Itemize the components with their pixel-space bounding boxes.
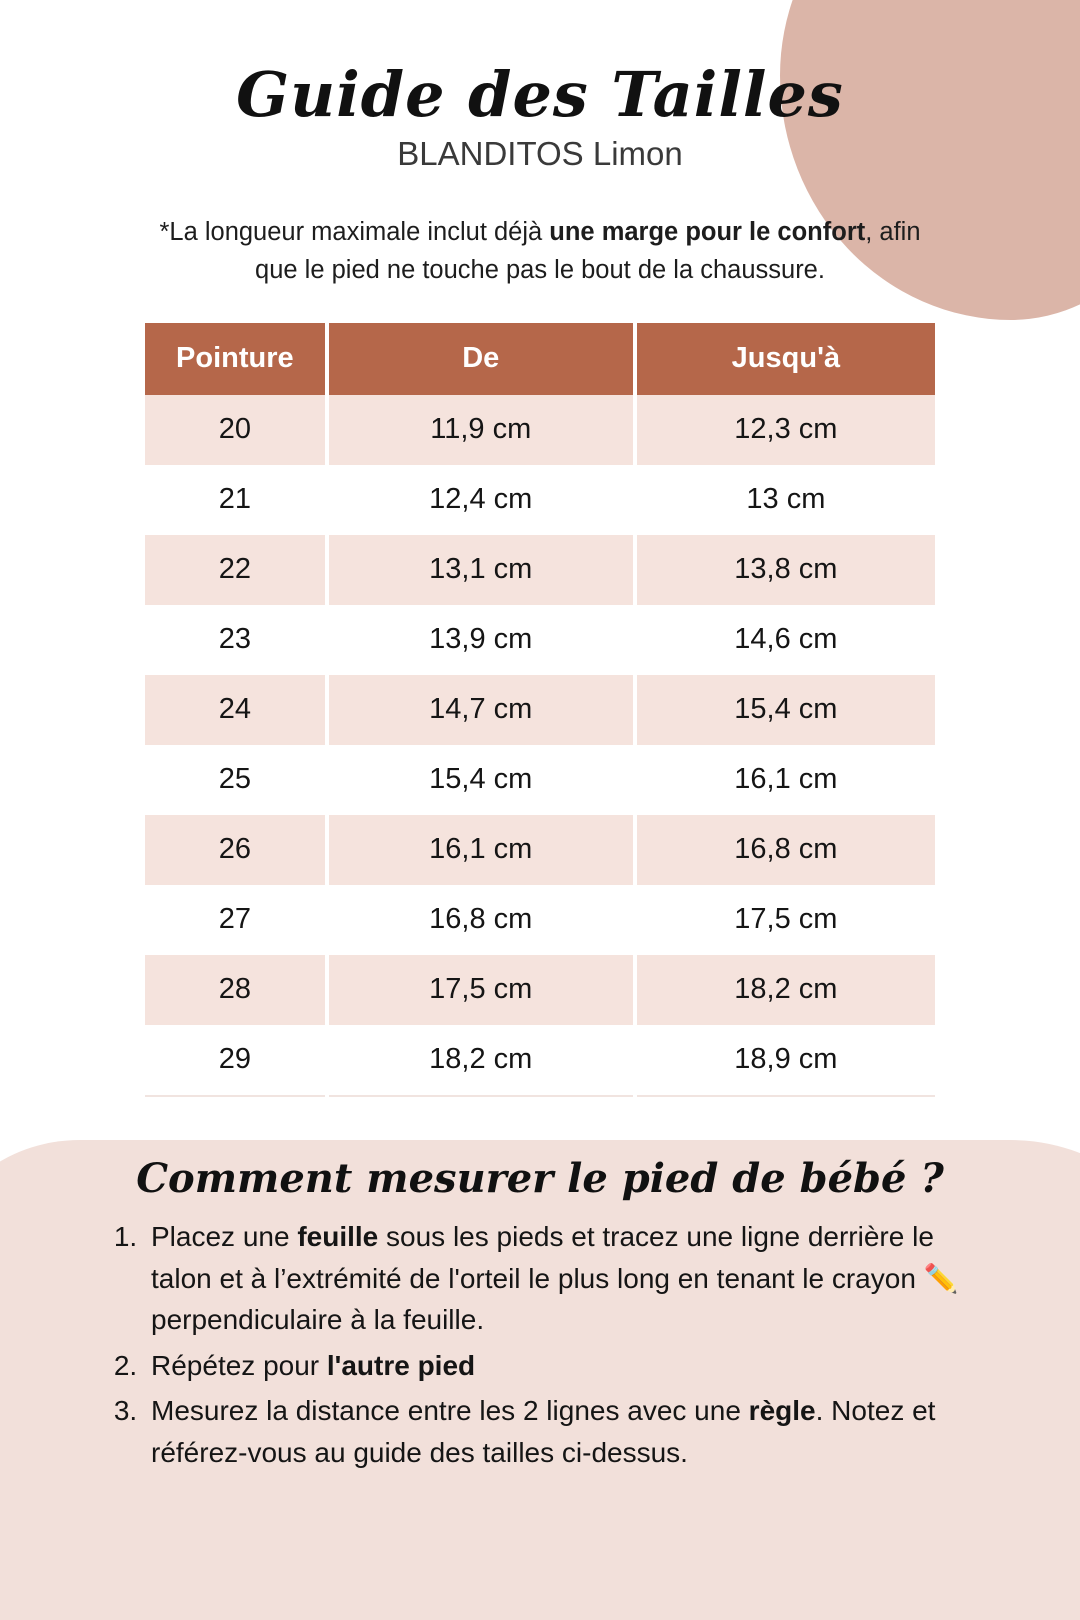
step-text-part1: Mesurez la distance entre les 2 lignes avec une: [151, 1395, 749, 1427]
step-text-part2: sous les pieds et tracez une ligne derrière le talon et à l’extrémité de l'orteil le plus long en tenant le crayon ✏️ perpendiculaire à la feuille.: [151, 1221, 959, 1336]
cell-pointure: 24: [145, 675, 327, 745]
cell-de: 17,5 cm: [327, 955, 635, 1025]
table-row: [145, 675, 935, 745]
step-text-bold: l'autre pied: [326, 1349, 476, 1381]
cell-jusqua: 13 cm: [635, 465, 935, 535]
cell-pointure: 28: [145, 955, 327, 1025]
cell-de: 12,4 cm: [327, 465, 635, 535]
cell-de: 13,9 cm: [327, 605, 635, 675]
list-item: [145, 1345, 965, 1386]
list-item: [145, 1216, 965, 1340]
table-header-row: [145, 323, 935, 395]
note-text-part2: , afin que le pied ne touche pas le bout de la chaussure.: [255, 217, 921, 285]
table-row: [145, 535, 935, 605]
page-title: Guide des Tailles: [236, 58, 844, 131]
cell-jusqua: 12,3 cm: [635, 395, 935, 465]
cell-jusqua: 15,4 cm: [635, 675, 935, 745]
table-row: [145, 815, 935, 885]
cell-pointure: 21: [145, 465, 327, 535]
product-subtitle: BLANDITOS Limon: [397, 134, 683, 172]
cell-pointure: 25: [145, 745, 327, 815]
table-row: [145, 955, 935, 1025]
cell-jusqua: 18,2 cm: [635, 955, 935, 1025]
comfort-margin-note: [135, 213, 945, 290]
step-text-bold: feuille: [297, 1221, 379, 1253]
note-text-bold: une marge pour le confort: [549, 217, 866, 246]
cell-pointure: 27: [145, 885, 327, 955]
table-row: [145, 465, 935, 535]
cell-jusqua: 16,1 cm: [635, 745, 935, 815]
step-text-part1: Répétez pour: [151, 1349, 327, 1381]
cell-jusqua: 13,8 cm: [635, 535, 935, 605]
cell-jusqua: 14,6 cm: [635, 605, 935, 675]
cell-pointure: 23: [145, 605, 327, 675]
howto-title: Comment mesurer le pied de bébé ?: [136, 1155, 944, 1203]
table-row: [145, 605, 935, 675]
cell-de: 18,2 cm: [327, 1025, 635, 1096]
cell-pointure: 26: [145, 815, 327, 885]
cell-jusqua: 16,8 cm: [635, 815, 935, 885]
column-header-de: De: [327, 323, 635, 395]
step-text-bold: règle: [748, 1395, 816, 1427]
column-header-pointure: Pointure: [145, 323, 327, 395]
column-header-jusqua: Jusqu'à: [635, 323, 935, 395]
table-row: [145, 885, 935, 955]
cell-de: 13,1 cm: [327, 535, 635, 605]
cell-jusqua: 17,5 cm: [635, 885, 935, 955]
cell-jusqua: 18,9 cm: [635, 1025, 935, 1096]
cell-de: 14,7 cm: [327, 675, 635, 745]
howto-steps: [115, 1216, 965, 1473]
step-text-part1: Placez une: [151, 1221, 298, 1253]
table-row: [145, 745, 935, 815]
cell-pointure: 22: [145, 535, 327, 605]
cell-de: 16,8 cm: [327, 885, 635, 955]
howto-section: [0, 1155, 1080, 1473]
cell-de: 16,1 cm: [327, 815, 635, 885]
table-row: [145, 1025, 935, 1096]
step-text-part2: . Notez et référez-vous au guide des tailles ci-dessus.: [151, 1395, 936, 1468]
cell-de: 11,9 cm: [327, 395, 635, 465]
list-item: [145, 1390, 965, 1473]
table-row: [145, 395, 935, 465]
size-table: [145, 323, 935, 1097]
cell-pointure: 20: [145, 395, 327, 465]
cell-de: 15,4 cm: [327, 745, 635, 815]
cell-pointure: 29: [145, 1025, 327, 1096]
note-text-part1: *La longueur maximale inclut déjà: [159, 217, 550, 246]
